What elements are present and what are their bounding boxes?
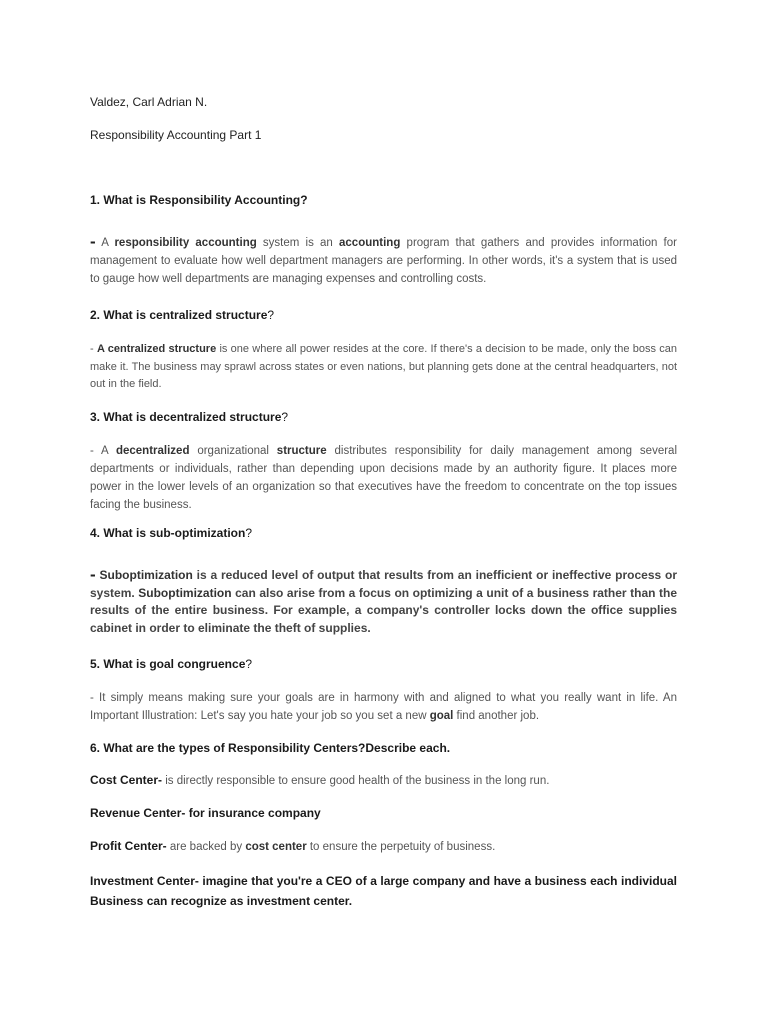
revenue-center [90,806,677,820]
answer-2: - A centralized structure is one where all power resides at the core. If there's a decision to be made, only the boss can make it. The business may sprawl across states or even nations, but planning gets done at the central headquarters, not out in the field. [90,343,677,390]
question-1: 1. What is Responsibility Accounting? [90,193,308,207]
cost-center [90,773,677,787]
cost-center-label: Cost Center- [90,773,163,787]
investment-center: Investment Center- imagine that you're a CEO of a large company and have a business each individual Business can recognize as investment center. [90,874,677,908]
document-title: Responsibility Accounting Part 1 [90,128,262,142]
profit-center: Profit Center- are backed by cost center to ensure the perpetuity of business. [90,839,496,853]
revenue-center-label: Revenue Center- for insurance company [90,806,321,820]
answer-4-dash: - [90,565,96,584]
author-name: Valdez, Carl Adrian N. [90,95,208,109]
answer-3: - A decentralized organizational structure distributes responsibility for daily management among several departments or individuals, rather than depending upon decisions made by an authority figure. It places more power in the lower levels of an organization so that executives have the freedom to concentrate on the top issues facing the business. [90,445,678,511]
question-4: 4. What is sub-optimization? [90,526,253,540]
profit-center-label: Profit Center- [90,839,167,853]
question-5: 5. What is goal congruence? [90,657,253,671]
answer-1-dash: - [90,232,96,251]
question-6: 6. What are the types of Responsibility Centers?Describe each. [90,741,451,755]
answer-4: - Suboptimization is a reduced level of output that results from an inefficient or ineffective process or system. Suboptimization can also arise from a focus on optimizing a unit of a business rather than the results of the entire business. For example, a company's controller locks down the office supplies cabinet in order to eliminate the theft of supplies. [90,565,678,635]
answer-1: - A responsibility accounting system is an accounting program that gathers and provides information for management to evaluate how well department managers are performing. In other words, it's a system that is used to gauge how well departments are managing expenses and controlling costs. [90,232,677,285]
question-3: 3. What is decentralized structure? [90,410,289,424]
answer-5: - It simply means making sure your goals are in harmony with and aligned to what you really want in life. An Important Illustration: Let's say you hate your job so you set a new goal find another job. [90,692,677,722]
question-2: 2. What is centralized structure? [90,308,275,322]
cost-center-text: is directly responsible to ensure good health of the business in the long run. [162,775,550,787]
